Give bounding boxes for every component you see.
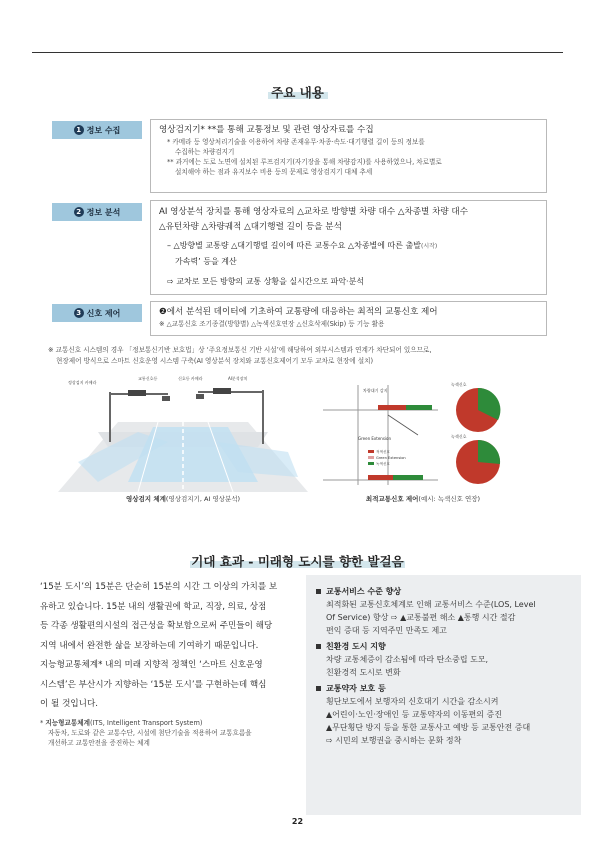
row-sub-text: – △방향별 교통량 △대기행렬 길이에 따른 교통수요 △차종별에 따른 출발(시작) xyxy=(167,241,438,250)
figure-label: AI분석장치 xyxy=(228,376,248,381)
row-box-analyze xyxy=(150,200,547,295)
effect-text: ⇨ 시민의 보행권을 중시하는 문화 정착 xyxy=(326,736,462,745)
effect-text: 최적화된 교통신호체계로 인해 교통서비스 수준(LOS, Level xyxy=(326,600,536,609)
row-note: * 카메라 등 영상처리기술을 이용하여 차량 존재유무·차종·속도·대기행렬 길이 등의 정보를 xyxy=(167,138,425,146)
legend-label: 적색신호 xyxy=(376,450,390,454)
figure-label: Green Extension xyxy=(358,436,392,441)
effect-title: 교통약자 보호 등 xyxy=(316,682,571,695)
system-note: ※ 교통신호 시스템의 경우 「정보통신기반 보호법」상 ‘주요정보통신 기반 시설’에 해당하여 외부시스템과 연계가 차단되어 있으므로, 현장제어 방식으로 스마트 신호운영 시스템 구축(AI 영상분석 장치와 교통신호제어기 모두 교차로 현장에 설치) xyxy=(48,346,432,365)
figure-label: 녹색신호 xyxy=(451,382,467,387)
row-main-text: AI 영상분석 장치를 통해 영상자료의 △교차로 방향별 차량 대수 △차종별 차량 대수 xyxy=(159,207,469,217)
effect-text: 친환경적 도시로 변화 xyxy=(326,668,401,677)
row-result-text: ⇨ 교차로 모든 방향의 교통 상황을 실시간으로 파악·분석 xyxy=(167,277,365,286)
section-title-effects: 기대 효과 - 미래형 도시를 향한 발걸음 xyxy=(191,554,404,569)
camera xyxy=(162,396,170,401)
effect-title: 친환경 도시 지향 xyxy=(316,640,571,653)
signal-bar-red xyxy=(378,405,406,410)
page-number: 22 xyxy=(291,817,304,826)
signal-bar-green xyxy=(393,475,423,480)
bullet-square-icon xyxy=(316,686,321,691)
row-label-text: 신호 제어 xyxy=(86,308,121,318)
effect-text: ▲무단횡단 방지 등을 통한 교통사고 예방 등 교통안전 증대 xyxy=(326,723,531,732)
legend-swatch xyxy=(368,450,374,453)
figure-signal-control xyxy=(318,380,513,490)
figure-label: 녹색신호 xyxy=(451,434,467,439)
row-box-collect xyxy=(150,119,547,193)
effects-box xyxy=(306,575,581,815)
legend-swatch xyxy=(368,456,374,459)
effect-text: ▲어린이·노인·장애인 등 교통약자의 이동편의 증진 xyxy=(326,710,502,719)
traffic-light xyxy=(128,390,146,396)
figure-label: 차량대기 감지 xyxy=(363,388,388,393)
row-note: 수집하는 차량검지기 xyxy=(175,148,235,156)
row-label-collect xyxy=(52,121,142,139)
figure-caption: 영상검지 체계(영상검지기, AI 영상분석) xyxy=(125,495,241,503)
row-number: 1 xyxy=(74,125,84,135)
row-box-control xyxy=(150,301,547,336)
row-main-text: ❷에서 분석된 데이터에 기초하여 교통량에 대응하는 최적의 교통신호 제어 xyxy=(159,307,438,317)
signal-dial-green xyxy=(478,440,500,464)
row-note: 설치해야 하는 점과 유지보수 비용 등의 문제로 영상검지기 대체 추세 xyxy=(175,168,373,176)
effect-text: Of Service) 향상 ⇨ ▲교통불편 해소 ▲통행 시간 절감 xyxy=(326,613,516,622)
figure-label: 교통신호등 xyxy=(138,376,158,381)
legend-label: Green Extension xyxy=(376,456,406,460)
bullet-square-icon xyxy=(316,644,321,649)
section-title-main: 주요 내용 xyxy=(271,85,324,100)
extension-arrow xyxy=(388,415,418,435)
footnote: * 지능형교통체계(ITS, Intelligent Transport System) 자동차, 도로와 같은 교통수단, 시설에 첨단기술을 적용하여 교통흐름을 개선하고 교통안전을 증진하는 체계 xyxy=(40,719,252,747)
figure-caption: 최적교통신호 제어(예시: 녹색신호 연장) xyxy=(365,495,481,503)
signal-bar-green xyxy=(406,405,432,410)
row-sub-text: 가속력’ 등을 계산 xyxy=(175,257,237,266)
row-main-text: △유턴차량 △차량궤적 △대기행렬 길이 등을 분석 xyxy=(159,222,342,232)
row-label-analyze xyxy=(52,203,142,221)
row-main-text: 영상검지기* **를 통해 교통정보 및 관련 영상자료를 수집 xyxy=(159,125,374,135)
traffic-light xyxy=(213,388,231,394)
legend-label: 녹색신호 xyxy=(376,462,390,466)
row-note: ** 과거에는 도로 노면에 설치된 루프검지기(자기장을 통해 차량감지)를 사용하였으나, 차로별로 xyxy=(167,158,442,166)
figure-label: 정상검지 카메라 xyxy=(68,380,97,385)
row-number: 3 xyxy=(74,308,84,318)
effect-text: 횡단보도에서 보행자의 신호대기 시간을 감소시켜 xyxy=(326,697,499,706)
figure-label: 신호등 카메라 xyxy=(178,376,203,381)
camera xyxy=(196,394,204,399)
figure-video-detection xyxy=(58,372,308,492)
top-rule xyxy=(32,52,563,53)
body-text: ‘15분 도시’의 15분은 단순히 15분의 시간 그 이상의 가치를 보 유하고 있습니다. 15분 내의 생활권에 학교, 직장, 의료, 상점 등 각종 생활편의시설의 접근성을 확보함으로써 주민들이 해당 지역 내에서 완전한 삶을 보장하는데 기여하기 때문입니다. 지능형교통체계* 내의 미래 지향적 정책인 ‘스마트 신호운영 시스템’은 부산시가 지향하는 ‘15분 도시’를 구현하는데 핵심 이 될 것입니다. xyxy=(40,582,278,709)
signal-bar-red xyxy=(368,475,393,480)
row-label-control xyxy=(52,304,142,322)
effect-title: 교통서비스 수준 향상 xyxy=(316,585,571,598)
effect-text: 차량 교통체증이 감소됨에 따라 탄소중립 도모, xyxy=(326,655,489,664)
bullet-square-icon xyxy=(316,589,321,594)
row-note: ※ △교통신호 조기종결(방향별) △녹색신호연장 △신호삭제(Skip) 등 기능 활용 xyxy=(159,320,385,328)
effect-text: 편익 증대 등 지역주민 만족도 제고 xyxy=(326,626,447,635)
row-label-text: 정보 분석 xyxy=(86,207,121,217)
row-number: 2 xyxy=(74,207,84,217)
row-label-text: 정보 수집 xyxy=(86,125,121,135)
legend-swatch xyxy=(368,462,374,465)
